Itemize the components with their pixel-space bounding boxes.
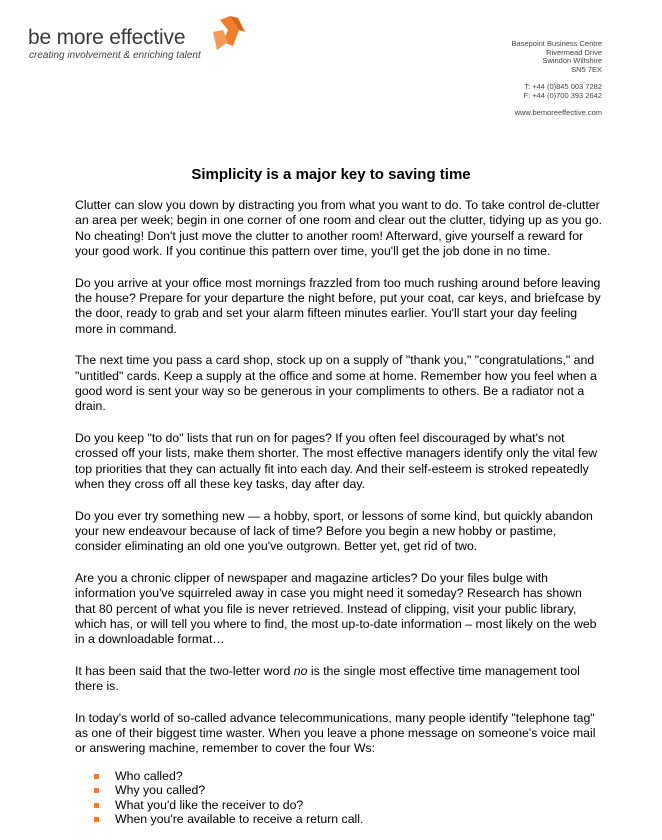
list-item-text: What you'd like the receiver to do?	[115, 797, 304, 812]
paragraph: The next time you pass a card shop, stock up on a supply of "thank you," "congratulations," and "untitled" cards. Keep a supply at the office and some at home. Remember how you feel when a good word is sent your way so be generous in your compliments to others. Be a radiator not a drain.	[75, 353, 597, 414]
brand-tagline: creating involvement & enriching talent	[29, 50, 201, 61]
bullet-icon	[94, 774, 99, 779]
company-address	[512, 40, 602, 118]
paragraph-no-after: is the single most effective time management tool there is.	[75, 663, 580, 694]
list-item	[75, 812, 605, 827]
list-item	[75, 769, 605, 784]
list-item	[75, 798, 605, 813]
list-item-text: When you're available to receive a return call.	[115, 812, 364, 827]
document-title: Simplicity is a major key to saving time	[191, 166, 471, 183]
list-item-text: Who called?	[115, 768, 183, 783]
website-link[interactable]: www.bemoreeffective.com	[514, 108, 602, 117]
list-item-text: Why you called?	[115, 783, 206, 798]
four-ws-list	[75, 769, 605, 827]
address-line: SN5 7EX	[571, 64, 602, 74]
paragraph: Do you arrive at your office most mornings frazzled from too much rushing around before leaving the house? Prepare for your departure the night before, put your coat, car keys, and briefcase by the door, ready to grab and set your alarm fifteen minutes earlier. You'll start your day feeling more in command.	[75, 275, 601, 336]
document-body	[75, 198, 605, 827]
address-line: Basepoint Business Centre	[511, 39, 602, 48]
paragraph: Do you keep "to do" lists that run on for pages? If you often feel discouraged by what's not crossed off your lists, make them shorter. The most effective managers identify only the vital few top priorities that they can actually fit into each day. And their self-esteem is stroked repeatedly when they cross off all these key tasks, day after day.	[75, 430, 598, 492]
address-line: Swindon Wiltshire	[542, 56, 602, 65]
paragraph: Clutter can slow you down by distracting you from what you want to do. To take control de-clutter an area per week; begin in one corner of one room and clear out the clutter, tidying up as you go. No cheating! Don't just move the clutter to another room! Afterward, give yourself a reward for your good work. If you continue this pattern over time, you'll get the job done in no time.	[75, 198, 603, 259]
brand-logo	[28, 16, 258, 66]
bullet-icon	[94, 817, 99, 822]
fax-number: F: +44 (0)700 393 2642	[523, 90, 602, 100]
paragraph-no-before: It has been said that the two-letter word	[75, 663, 294, 678]
list-item	[75, 783, 605, 798]
address-line: Rivermead Drive	[546, 47, 602, 57]
paragraph: In today's world of so-called advance telecommunications, many people identify "telephone tag" as one of their biggest time waster. When you leave a phone message on someone's voice mail or answering machine, remember to cover the four Ws:	[75, 710, 596, 756]
paragraph: Are you a chronic clipper of newspaper and magazine articles? Do your files bulge with information you've squirreled away in case you might need it someday? Research has shown that 80 percent of what you file is never retrieved. Instead of clipping, visit your public library, which has, or will tell you where to find, the most up-to-date information – most likely on the web in a downloadable format…	[75, 570, 597, 647]
paragraph: Do you ever try something new — a hobby, sport, or lessons of some kind, but quickly abandon your new endeavour because of lack of time? Before you begin a new hobby or pastime, consider eliminating an old one you've outgrown. Better yet, get rid of two.	[75, 508, 593, 554]
paragraph-no	[75, 664, 605, 695]
bullet-icon	[94, 803, 99, 808]
phone-number: T: +44 (0)845 003 7282	[524, 82, 602, 91]
orange-arrow-icon	[211, 16, 245, 54]
brand-name: be more effective	[28, 26, 186, 49]
emphasis-no: no	[293, 663, 308, 678]
bullet-icon	[94, 788, 99, 793]
